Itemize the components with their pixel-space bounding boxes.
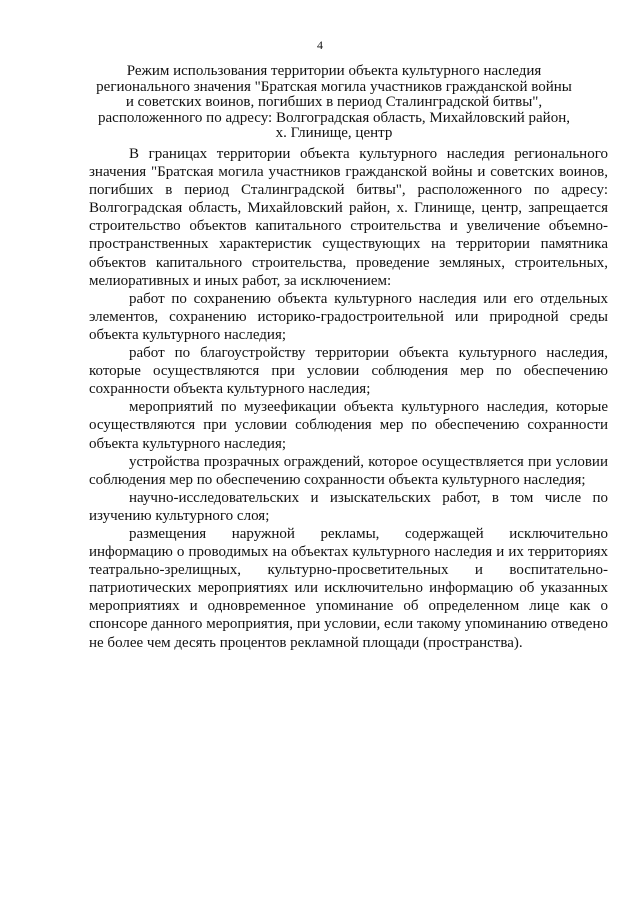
exception-item: мероприятий по музеефикации объекта культурного наследия, которые осуществляются при условии соблюдения мер по обеспечению сохранности объекта культурного наследия; [89,399,608,452]
title-line: х. Глинище, центр [275,125,393,141]
page-number: 4 [317,38,323,52]
title-line: и советских воинов, погибших в период Сталинградской битвы", [125,94,543,110]
exception-item: научно-исследовательских и изыскательских работ, в том числе по изучению культурного слоя; [89,489,608,524]
intro-paragraph: В границах территории объекта культурного наследия регионального значения "Братская могила участников гражданской войны и советских воинов, погибших в период Сталинградской битвы", расположенного по адресу: Волгоградская область, Михайловский район, х. Глинище, центр, запрещается строительство объектов капитального строительства и увеличение объемно-пространственных характеристик существующих на территории памятника объектов капитального строительства, проведение земляных, строительных, мелиоративных и иных работ, за исключением: [89,146,608,289]
exception-item: работ по благоустройству территории объекта культурного наследия, которые осуществляются при условии соблюдения мер по обеспечению сохранности объекта культурного наследия; [89,345,608,398]
title-line: расположенного по адресу: Волгоградская область, Михайловский район, [98,109,570,126]
document-title [60,64,608,142]
title-line: регионального значения "Братская могила участников гражданской войны [96,78,572,95]
exception-item: работ по сохранению объекта культурного наследия или его отдельных элементов, сохранению историко-градостроительной или природной среды объекта культурного наследия; [89,290,608,343]
document-body [89,145,608,652]
exception-item: устройства прозрачных ограждений, которое осуществляется при условии соблюдения мер по обеспечению сохранности объекта культурного наследия; [89,453,608,488]
title-line: Режим использования территории объекта культурного наследия [126,63,542,79]
exception-item: размещения наружной рекламы, содержащей исключительно информацию о проводимых на объектах культурного наследия и их территориях театрально-зрелищных, культурно-просветительных и воспитательно-патриотических мероприятиях или исключительно информацию об указанных мероприятиях и одновременное упоминание об определенном лице как о спонсоре данного мероприятия, при условии, если такому упоминанию отведено не более чем десять процентов рекламной площади (пространства). [89,525,608,651]
